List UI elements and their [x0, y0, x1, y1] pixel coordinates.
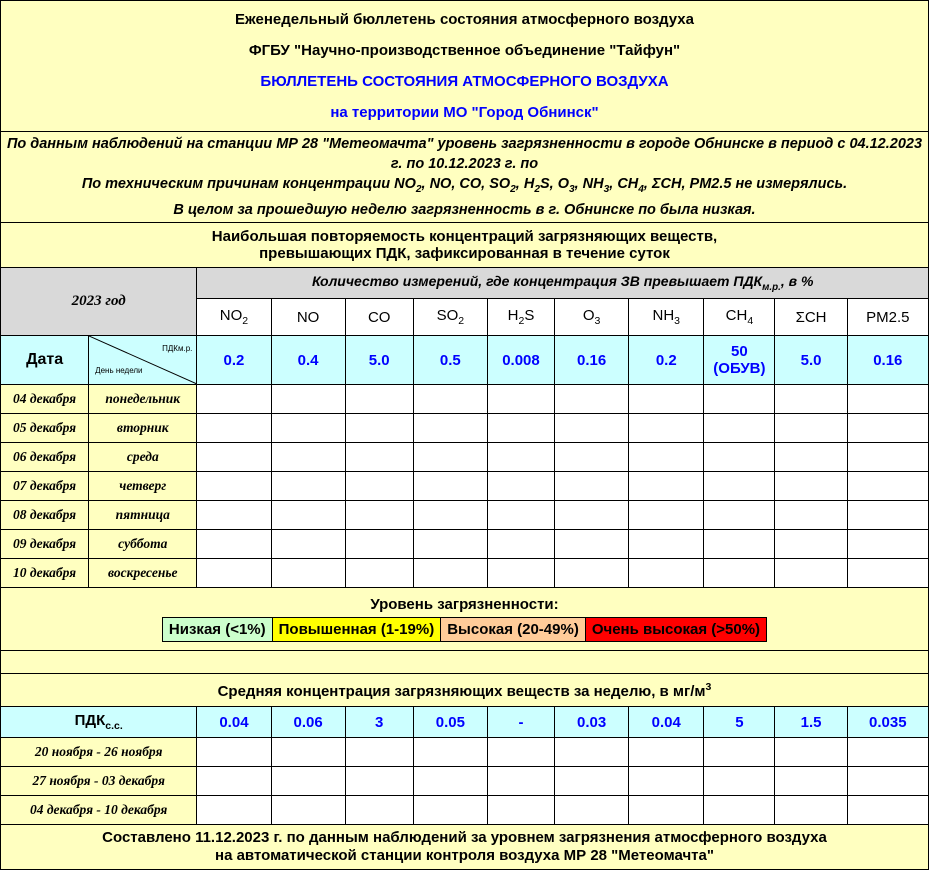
data-cell — [847, 443, 928, 472]
pdk-mr-value: 0.2 — [197, 336, 271, 385]
data-cell — [345, 443, 413, 472]
data-cell — [271, 501, 345, 530]
legend-item: Высокая (20-49%) — [441, 618, 586, 642]
data-cell — [413, 767, 487, 796]
data-cell — [271, 767, 345, 796]
row-weekday: четверг — [89, 472, 197, 501]
pollutant-header: ΣCH — [775, 299, 847, 336]
data-cell — [271, 796, 345, 825]
data-cell — [629, 767, 704, 796]
data-cell — [487, 796, 554, 825]
data-cell — [704, 501, 775, 530]
data-cell — [413, 738, 487, 767]
data-cell — [704, 414, 775, 443]
header-line4: на территории МО "Город Обнинск" — [330, 104, 599, 121]
pdk-mr-value: 0.16 — [847, 336, 928, 385]
data-cell — [271, 559, 345, 588]
pdk-ss-value: 0.05 — [413, 707, 487, 738]
diag-top-label: ПДКм.р. — [162, 344, 193, 353]
legend-item: Очень высокая (>50%) — [585, 618, 766, 642]
row-date: 09 декабря — [1, 530, 89, 559]
obuv-note: (ОБУВ) — [713, 360, 766, 377]
data-cell — [775, 738, 847, 767]
row-weekday: воскресенье — [89, 559, 197, 588]
data-cell — [345, 559, 413, 588]
pdk-mr-value: 0.16 — [555, 336, 629, 385]
data-cell — [271, 738, 345, 767]
row-date: 06 декабря — [1, 443, 89, 472]
table2-title: Средняя концентрация загрязняющих веществ за неделю, в $мг/м^3$ — [1, 674, 929, 707]
pdk-ss-value: 1.5 — [775, 707, 847, 738]
data-cell — [775, 796, 847, 825]
header-row — [1, 1, 929, 132]
data-cell — [847, 796, 928, 825]
data-cell — [629, 738, 704, 767]
data-cell — [487, 530, 554, 559]
repeat-line1: Наибольшая повторяемость концентраций загрязняющих веществ, — [211, 228, 718, 245]
row-date: 05 декабря — [1, 414, 89, 443]
row-weekday: пятница — [89, 501, 197, 530]
data-cell — [847, 501, 928, 530]
table-row — [1, 796, 929, 825]
data-cell — [345, 530, 413, 559]
data-cell — [413, 414, 487, 443]
data-cell — [704, 530, 775, 559]
data-cell — [345, 501, 413, 530]
pollutant-header: $O_3$ — [555, 299, 629, 336]
data-cell — [487, 443, 554, 472]
date-label: Дата — [1, 336, 89, 385]
legend-item: Низкая (<1%) — [162, 618, 272, 642]
data-cell — [197, 559, 271, 588]
pollutant-header: NO — [271, 299, 345, 336]
data-cell — [775, 385, 847, 414]
summary-line3: В целом за прошедшую неделю загрязненность в г. Обнинске по была низкая. — [173, 201, 756, 218]
data-cell — [413, 472, 487, 501]
pdk-mr-value: 5.0 — [775, 336, 847, 385]
pdk-mr-value: 0.4 — [271, 336, 345, 385]
data-cell — [345, 738, 413, 767]
summary-line1: По данным наблюдений на станции МР 28 "Метеомачта" уровень загрязненности в городе Обнинске в период с 04.12.2023 г. по 10.12.2023 г. по — [6, 136, 923, 173]
data-cell — [197, 472, 271, 501]
footer-row — [1, 825, 929, 870]
legend-row — [1, 588, 929, 651]
data-cell — [847, 738, 928, 767]
footer-line2: на автоматической станции контроля воздуха МР 28 "Метеомачта" — [215, 847, 714, 864]
data-cell — [704, 796, 775, 825]
header-line1: Еженедельный бюллетень состояния атмосферного воздуха — [235, 11, 694, 28]
data-cell — [197, 796, 271, 825]
pollutant-header: $NH_3$ — [629, 299, 704, 336]
repeat-line2: превышающих ПДК, зафиксированная в течение суток — [259, 245, 670, 262]
data-cell — [197, 385, 271, 414]
pdk-ss-value: 0.04 — [629, 707, 704, 738]
data-cell — [775, 530, 847, 559]
data-cell — [847, 385, 928, 414]
header-line3: БЮЛЛЕТЕНЬ СОСТОЯНИЯ АТМОСФЕРНОГО ВОЗДУХА — [260, 73, 669, 90]
table1-head-row — [1, 268, 929, 299]
data-cell — [555, 796, 629, 825]
pollutant-header: CO — [345, 299, 413, 336]
data-cell — [487, 501, 554, 530]
data-cell — [197, 530, 271, 559]
data-cell — [629, 414, 704, 443]
row-date: 07 декабря — [1, 472, 89, 501]
data-cell — [555, 501, 629, 530]
table-row — [1, 472, 929, 501]
row-weekday: среда — [89, 443, 197, 472]
data-cell — [413, 501, 487, 530]
pdk-ss-row — [1, 707, 929, 738]
data-cell — [847, 530, 928, 559]
data-cell — [555, 559, 629, 588]
data-cell — [629, 472, 704, 501]
row-date: 08 декабря — [1, 501, 89, 530]
pdk-mr-value: 0.2 — [629, 336, 704, 385]
data-cell — [775, 559, 847, 588]
data-cell — [704, 385, 775, 414]
data-cell — [555, 443, 629, 472]
data-cell — [704, 559, 775, 588]
pollutant-header: $H_2S$ — [487, 299, 554, 336]
data-cell — [704, 767, 775, 796]
pdk-ss-value: 0.06 — [271, 707, 345, 738]
data-cell — [487, 472, 554, 501]
legend-table — [162, 617, 767, 642]
data-cell — [413, 796, 487, 825]
spacer-row — [1, 651, 929, 674]
data-cell — [345, 767, 413, 796]
data-cell — [555, 414, 629, 443]
data-cell — [555, 767, 629, 796]
pdk-ss-value: 0.035 — [847, 707, 928, 738]
diagonal-header — [89, 336, 197, 385]
data-cell — [487, 414, 554, 443]
pdk-ss-value: - — [487, 707, 554, 738]
legend-title: Уровень загрязненности: — [370, 596, 559, 613]
data-cell — [704, 443, 775, 472]
data-cell — [487, 559, 554, 588]
pdk-ss-value: 5 — [704, 707, 775, 738]
data-cell — [413, 559, 487, 588]
footer-line1: Составлено 11.12.2023 г. по данным наблюдений за уровнем загрязнения атмосферного воздуха — [102, 829, 827, 846]
data-cell — [629, 796, 704, 825]
table-row — [1, 501, 929, 530]
row-weekday: суббота — [89, 530, 197, 559]
data-cell — [847, 414, 928, 443]
pdk-mr-value: 0.008 — [487, 336, 554, 385]
data-cell — [345, 414, 413, 443]
data-cell — [345, 472, 413, 501]
data-cell — [197, 767, 271, 796]
data-cell — [775, 414, 847, 443]
data-cell — [197, 443, 271, 472]
table-row — [1, 767, 929, 796]
data-cell — [847, 559, 928, 588]
pollutant-header: $NO_2$ — [197, 299, 271, 336]
repeat-title-row — [1, 223, 929, 268]
data-cell — [629, 530, 704, 559]
data-cell — [413, 443, 487, 472]
table-row — [1, 738, 929, 767]
row-weekday: вторник — [89, 414, 197, 443]
data-cell — [271, 530, 345, 559]
data-cell — [629, 501, 704, 530]
data-cell — [487, 738, 554, 767]
legend-item: Повышенная (1-19%) — [272, 618, 441, 642]
data-cell — [775, 443, 847, 472]
pollutant-header: $SO_2$ — [413, 299, 487, 336]
data-cell — [197, 738, 271, 767]
data-cell — [487, 767, 554, 796]
data-cell — [555, 530, 629, 559]
data-cell — [629, 559, 704, 588]
week-label: 27 ноября - 03 декабря — [1, 767, 197, 796]
data-cell — [775, 767, 847, 796]
pdk-ss-label: $ПДК_{с.с.}$ — [1, 707, 197, 738]
pdk-ss-value: 0.03 — [555, 707, 629, 738]
summary-line2: По техническим причинам концентрации $NO_2$, NO, CO, $SO_2$, $H_2S$, $O_3$, $NH_3$, $CH_4$, ΣCH, PM2.5 не измерялись. — [81, 176, 848, 195]
table-row — [1, 443, 929, 472]
pdk-mr-value: 0.5 — [413, 336, 487, 385]
data-cell — [271, 414, 345, 443]
data-cell — [413, 385, 487, 414]
week-label: 04 декабря - 10 декабря — [1, 796, 197, 825]
data-cell — [704, 738, 775, 767]
pdk-mr-value: 50 (ОБУВ) — [704, 336, 775, 385]
data-cell — [555, 472, 629, 501]
data-cell — [847, 472, 928, 501]
data-cell — [197, 501, 271, 530]
data-cell — [704, 472, 775, 501]
data-cell — [847, 767, 928, 796]
count-header: Количество измерений, где концентрация ЗВ превышает $ПДК_{м.р.}$, в % — [197, 268, 929, 299]
table2-title-row — [1, 674, 929, 707]
data-cell — [345, 796, 413, 825]
header-line2: ФГБУ "Научно-производственное объединение "Тайфун" — [248, 42, 681, 59]
row-weekday: понедельник — [89, 385, 197, 414]
data-cell — [271, 385, 345, 414]
pdk-mr-row — [1, 336, 929, 385]
pdk-mr-value: 5.0 — [345, 336, 413, 385]
row-date: 04 декабря — [1, 385, 89, 414]
row-date: 10 декабря — [1, 559, 89, 588]
data-cell — [629, 443, 704, 472]
diag-bottom-label: День недели — [95, 366, 143, 375]
data-cell — [775, 472, 847, 501]
data-cell — [197, 414, 271, 443]
data-cell — [629, 385, 704, 414]
table-row — [1, 385, 929, 414]
pdk-ss-value: 3 — [345, 707, 413, 738]
table-row — [1, 559, 929, 588]
pollutant-header: $CH_4$ — [704, 299, 775, 336]
pdk-ss-value: 0.04 — [197, 707, 271, 738]
pollutant-header: PM2.5 — [847, 299, 928, 336]
table-row — [1, 530, 929, 559]
week-label: 20 ноября - 26 ноября — [1, 738, 197, 767]
summary-row — [1, 132, 929, 223]
data-cell — [775, 501, 847, 530]
data-cell — [271, 472, 345, 501]
year-label: 2023 год — [1, 268, 197, 336]
data-cell — [271, 443, 345, 472]
data-cell — [555, 738, 629, 767]
table-row — [1, 414, 929, 443]
data-cell — [555, 385, 629, 414]
data-cell — [413, 530, 487, 559]
data-cell — [487, 385, 554, 414]
data-cell — [345, 385, 413, 414]
